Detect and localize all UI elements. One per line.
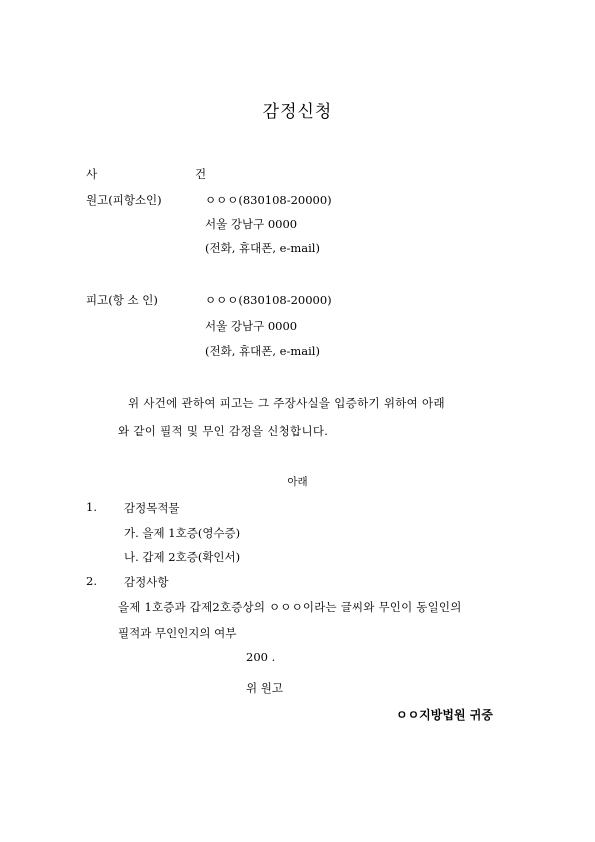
body-line-2: 와 같이 필적 및 무인 감정을 신청합니다. xyxy=(118,424,329,438)
section-1-number: 1. xyxy=(86,500,97,514)
case-label-left: 사 xyxy=(86,167,98,181)
page-title: 감정신청 xyxy=(262,102,333,122)
section-1-item: 가. 을제 1호증(영수증) xyxy=(124,526,241,540)
section-2-line-2: 필적과 무인인지의 여부 xyxy=(118,626,237,640)
section-1-item: 나. 갑제 2호증(확인서) xyxy=(124,550,241,564)
section-2-heading: 감정사항 xyxy=(124,575,169,589)
defendant-name-id: ㅇㅇㅇ(830108-20000) xyxy=(205,293,332,307)
section-1-heading: 감정목적물 xyxy=(124,501,180,515)
court-addressee: ㅇㅇ지방법원 귀중 xyxy=(396,708,493,722)
plaintiff-address: 서울 강남구 0000 xyxy=(205,217,298,231)
below-heading: 아래 xyxy=(287,476,308,488)
defendant-label: 피고(항 소 인) xyxy=(86,293,158,307)
body-line-1: 위 사건에 관하여 피고는 그 주장사실을 입증하기 위하여 아래 xyxy=(128,396,445,410)
plaintiff-label: 원고(피항소인) xyxy=(86,193,162,207)
case-label xyxy=(86,166,206,182)
plaintiff-contact: (전화, 휴대폰, e-mail) xyxy=(205,241,320,255)
defendant-contact: (전화, 휴대폰, e-mail) xyxy=(205,344,320,358)
section-2-number: 2. xyxy=(86,574,97,588)
plaintiff-name-id: ㅇㅇㅇ(830108-20000) xyxy=(205,193,332,207)
date-line: 200 . xyxy=(246,650,276,664)
signer-line: 위 원고 xyxy=(246,681,283,695)
section-2-line-1: 을제 1호증과 갑제2호증상의 ㅇㅇㅇ이라는 글씨와 무인이 동일인의 xyxy=(118,600,462,614)
case-label-right: 건 xyxy=(195,167,207,181)
defendant-address: 서울 강남구 0000 xyxy=(205,319,298,333)
